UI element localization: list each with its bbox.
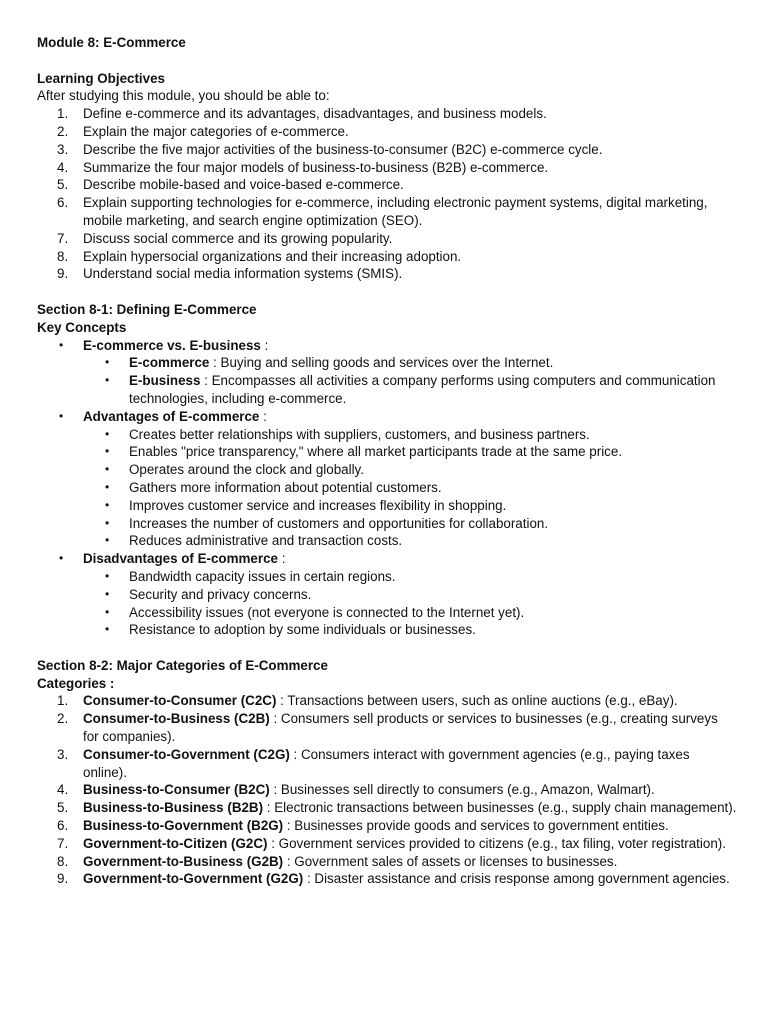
item-text: : Buying and selling goods and services over the Internet. [209, 355, 554, 371]
item-text: : Government services provided to citizens (e.g., tax filing, voter registration). [267, 835, 726, 851]
bullet-icon: • [105, 604, 110, 619]
item-text: Enables "price transparency," where all market participants trade at the same price. [129, 444, 623, 460]
item-text: Improves customer service and increases flexibility in shopping. [129, 497, 507, 513]
item-term: E-commerce [129, 355, 210, 371]
item-text: Explain hypersocial organizations and their increasing adoption. [83, 248, 462, 264]
list-item [37, 194, 737, 230]
item-term: Business-to-Business (B2B) [83, 800, 264, 816]
item-text: : Encompasses all activities a company performs using computers and communication technologies, including e-commerce. [129, 373, 716, 406]
item-number: 8. [57, 248, 69, 264]
list-item [37, 710, 737, 746]
list-item [83, 461, 737, 479]
list-item [83, 515, 737, 533]
list-item [83, 586, 737, 604]
item-text: Describe mobile-based and voice-based e-commerce. [83, 177, 404, 193]
item-text: : Transactions between users, such as online auctions (e.g., eBay). [276, 693, 678, 709]
item-text: Summarize the four major models of business-to-business (B2B) e-commerce. [83, 159, 549, 175]
item-number: 6. [57, 818, 69, 834]
item-text: Increases the number of customers and opportunities for collaboration. [129, 515, 549, 531]
item-text: : Businesses sell directly to consumers (e.g., Amazon, Walmart). [269, 782, 655, 798]
item-term: Government-to-Government (G2G) [83, 871, 304, 887]
list-item [37, 835, 737, 853]
list-item [37, 265, 737, 283]
section-1-subheading: Key Concepts [37, 319, 127, 335]
concept-group [37, 550, 737, 639]
item-text: : Consumers sell products or services to businesses (e.g., creating surveys for companies). [83, 711, 718, 745]
group-title: E-commerce vs. E-business [83, 337, 261, 353]
list-item [83, 497, 737, 515]
item-text: : Consumers interact with government agencies (e.g., paying taxes online). [83, 746, 690, 780]
item-number: 2. [57, 123, 69, 139]
item-term: Consumer-to-Business (C2B) [83, 711, 270, 727]
list-item [83, 354, 737, 372]
item-number: 1. [57, 693, 69, 709]
bullet-icon: • [105, 373, 110, 388]
bullet-icon: • [105, 568, 110, 583]
item-number: 3. [57, 141, 69, 157]
concept-group [37, 337, 737, 408]
item-term: Government-to-Citizen (G2C) [83, 835, 268, 851]
item-text: Creates better relationships with suppliers, customers, and business partners. [129, 426, 590, 442]
item-number: 4. [57, 159, 69, 175]
learning-objectives-heading: Learning Objectives [37, 70, 165, 86]
list-item [37, 799, 737, 817]
bullet-icon: • [105, 479, 110, 494]
item-number: 1. [57, 106, 69, 122]
item-text: Operates around the clock and globally. [129, 462, 364, 478]
item-text: Reduces administrative and transaction costs. [129, 533, 403, 549]
group-title: Advantages of E-commerce [83, 408, 260, 424]
list-item [83, 568, 737, 586]
section-2-subheading: Categories : [37, 675, 115, 691]
list-item [37, 817, 737, 835]
item-text: : Businesses provide goods and services to government entities. [283, 818, 669, 834]
list-item [37, 853, 737, 871]
item-term: Government-to-Business (G2B) [83, 853, 284, 869]
categories-list [37, 692, 737, 888]
item-text: Gathers more information about potential customers. [129, 479, 442, 495]
bullet-icon: • [105, 355, 110, 370]
list-item [37, 105, 737, 123]
item-text: : Government sales of assets or licenses to businesses. [283, 853, 618, 869]
bullet-icon: • [105, 444, 110, 459]
item-text: Explain supporting technologies for e-commerce, including electronic payment systems, digital marketing, mobile marketing, and search engine optimization (SEO). [83, 195, 708, 228]
concept-sublist [83, 426, 737, 551]
list-item [37, 123, 737, 141]
module-title: Module 8: E-Commerce [37, 35, 186, 50]
section-2-heading: Section 8-2: Major Categories of E-Commerce [37, 657, 328, 673]
group-title-suffix: : [259, 408, 267, 424]
item-text: Explain the major categories of e-commerce. [83, 123, 349, 139]
section-1-heading: Section 8-1: Defining E-Commerce [37, 301, 257, 317]
bullet-icon: • [105, 426, 110, 441]
learning-objectives-intro: After studying this module, you should be able to: [37, 88, 330, 104]
list-item [83, 604, 737, 622]
list-item [37, 141, 737, 159]
group-title: Disadvantages of E-commerce [83, 551, 278, 567]
key-concepts-list [37, 337, 737, 640]
item-term: Consumer-to-Consumer (C2C) [83, 693, 277, 709]
group-title-suffix: : [277, 551, 286, 567]
item-number: 8. [57, 853, 69, 869]
list-item [83, 621, 737, 639]
item-text: Bandwidth capacity issues in certain regions. [129, 568, 396, 584]
bullet-icon: • [59, 551, 64, 566]
item-term: Consumer-to-Government (C2G) [83, 746, 290, 762]
list-item [37, 746, 737, 782]
list-item [37, 159, 737, 177]
list-item [37, 870, 737, 888]
item-term: Business-to-Consumer (B2C) [83, 782, 270, 798]
document-page [37, 34, 737, 888]
concept-sublist [83, 354, 737, 407]
item-number: 5. [57, 800, 69, 816]
item-text: Security and privacy concerns. [129, 586, 312, 602]
item-text: : Disaster assistance and crisis response among government agencies. [303, 871, 730, 887]
item-text: Accessibility issues (not everyone is connected to the Internet yet). [129, 604, 525, 620]
list-item [37, 230, 737, 248]
bullet-icon: • [59, 337, 64, 352]
item-number: 6. [57, 195, 69, 211]
item-number: 4. [57, 782, 69, 798]
item-term: E-business [129, 373, 201, 389]
bullet-icon: • [59, 408, 64, 423]
bullet-icon: • [105, 497, 110, 512]
concept-group [37, 408, 737, 550]
item-number: 9. [57, 871, 69, 887]
bullet-icon: • [105, 515, 110, 530]
bullet-icon: • [105, 533, 110, 548]
list-item [83, 426, 737, 444]
item-text: : Electronic transactions between businesses (e.g., supply chain management). [263, 800, 737, 816]
item-number: 7. [57, 835, 69, 851]
list-item [37, 692, 737, 710]
list-item [37, 248, 737, 266]
item-text: Describe the five major activities of the business-to-consumer (B2C) e-commerce cycle. [83, 141, 603, 157]
learning-objectives-list [37, 105, 737, 283]
list-item [37, 176, 737, 194]
item-number: 3. [57, 746, 69, 762]
concept-sublist [83, 568, 737, 639]
bullet-icon: • [105, 586, 110, 601]
item-number: 9. [57, 266, 69, 282]
bullet-icon: • [105, 622, 110, 637]
list-item [83, 443, 737, 461]
item-number: 2. [57, 711, 69, 727]
bullet-icon: • [105, 462, 110, 477]
item-term: Business-to-Government (B2G) [83, 818, 284, 834]
list-item [37, 781, 737, 799]
item-number: 7. [57, 230, 69, 246]
item-text: Define e-commerce and its advantages, disadvantages, and business models. [83, 106, 547, 122]
item-text: Discuss social commerce and its growing popularity. [83, 230, 393, 246]
list-item [83, 532, 737, 550]
item-text: Understand social media information systems (SMIS). [83, 266, 403, 282]
group-title-suffix: : [260, 337, 269, 353]
item-text: Resistance to adoption by some individuals or businesses. [129, 622, 476, 638]
list-item [83, 479, 737, 497]
list-item [83, 372, 737, 408]
item-number: 5. [57, 177, 69, 193]
